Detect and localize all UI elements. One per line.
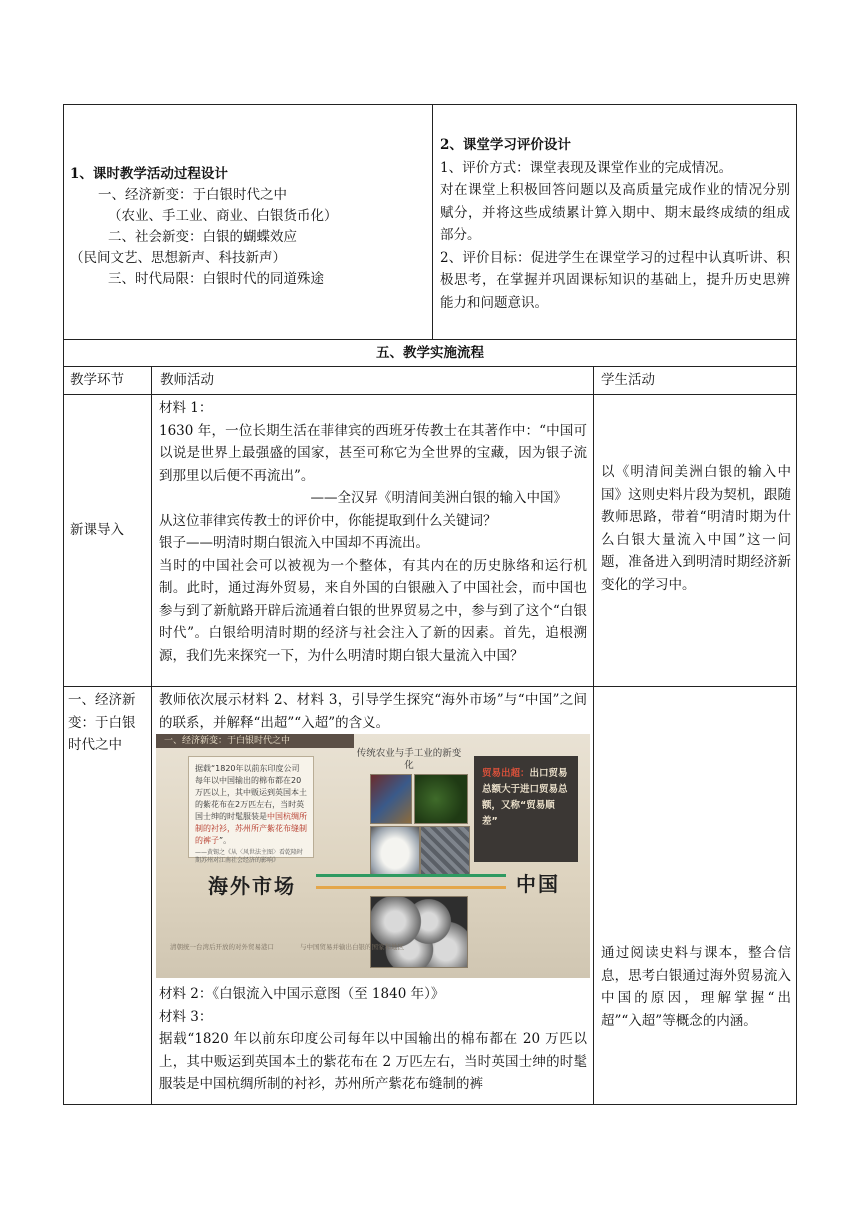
outline-line-4: （民间文艺、思想新声、科技新声） (70, 250, 286, 266)
slide-quote-source: ——黄锡之《从〈风世法主图〉看乾隆时期苏州对江南社会经济的影响》 (195, 849, 304, 864)
question-keyword: 从这位菲律宾传教士的评价中，你能提取到什么关键词？ (159, 512, 497, 529)
evaluation-design-cell (440, 134, 790, 314)
trade-surplus-card (474, 756, 578, 862)
china-label: 中国 (516, 872, 560, 896)
slide-quote-end: ”。 (219, 836, 232, 845)
material-1-label: 材料 1： (159, 400, 213, 416)
trade-surplus-def: 出口贸易总额大于进口贸易总额，又称“贸易顺差” (482, 768, 568, 827)
silver-inflow-slide (156, 734, 590, 978)
tea-photo (414, 774, 468, 824)
outline-line-1: 一、经济新变：于白银时代之中 (98, 187, 287, 203)
cloth-photo (420, 826, 470, 876)
outline-line-2: （农业、手工业、商业、白银货币化） (108, 208, 338, 224)
student-activity-intro (601, 461, 791, 596)
student-activity-economy (601, 942, 791, 1032)
hline-section (63, 339, 797, 340)
student-activity-intro-text: 以《明清间美洲白银的输入中国》这则史料片段为契机，跟随教师思路，带着“明清时期为什么白银大量流入中国”这一问题，准备进入到明清时期经济新变化的学习中。 (601, 464, 791, 593)
top-divider (432, 104, 433, 339)
evaluation-heading: 2、课堂学习评价设计 (440, 137, 571, 153)
slide-mid-title: 传统农业与手工业的新变化 (356, 748, 462, 771)
slide-quote-card (188, 756, 314, 864)
material-2-caption: 材料 2：《白银流入中国示意图（至 1840 年）》 (159, 986, 445, 1002)
col-header-stage: 教学环节 (70, 372, 124, 388)
teacher-activity-intro (159, 397, 587, 667)
porcelain-photo (370, 826, 420, 876)
col-header-student: 学生活动 (601, 372, 655, 388)
activity-design-cell (70, 164, 425, 290)
stage-economy (68, 689, 148, 757)
hline-row2 (63, 686, 797, 687)
hline-row1 (63, 394, 797, 395)
col-divider-2 (593, 366, 594, 1105)
stage-intro: 新课导入 (70, 522, 124, 538)
material-1-quote: 1630 年，一位长期生活在菲律宾的西班牙传教士在其著作中：“中国可以说是世界上最强盛的国家，甚至可称它为全世界的宝藏，因为银子流到那里以后便不再流出”。 (159, 422, 587, 484)
outline-line-3: 二、社会新变：白银的蝴蝶效应 (108, 229, 297, 245)
slide-quote-highlight: 中国杭绸所制的衬衫，苏州所产紫花布缝制的裤子 (195, 812, 307, 845)
outline-line-5: 三、时代局限：白银时代的同道殊途 (108, 271, 324, 287)
trade-surplus-term: 贸易出超： (482, 768, 530, 779)
section-title: 五、教学实施流程 (376, 345, 484, 361)
silver-ingots-photo (370, 896, 468, 968)
answer-keyword: 银子——明清时期白银流入中国却不再流出。 (159, 535, 429, 551)
col-divider-1 (151, 366, 152, 1105)
teacher-economy-intro-text: 教师依次展示材料 2、材料 3，引导学生探究“海外市场”与“中国”之间的联系，并解释“出超”“入超”的含义。 (159, 692, 587, 731)
overseas-market-label: 海外市场 (208, 874, 296, 898)
evaluation-goal: 2、评价目标：促进学生在课堂学习的过程中认真听讲、积极思考，在掌握并巩固课标知识的基础上，提升历史思辨能力和问题意识。 (440, 249, 790, 311)
intro-narrative: 当时的中国社会可以被视为一个整体，有其内在的历史脉络和运行机制。此时，通过海外贸易，来自外国的白银融入了中国社会，而中国也参与到了新航路开辟后流通着白银的世界贸易之中，参与到了这个“白银时代”。白银给明清时期的经济与社会注入了新的因素。首先，追根溯源，我们先来探究一下，为什么明清时期白银大量流入中国？ (159, 557, 587, 664)
col-header-teacher: 教师活动 (160, 372, 214, 388)
textile-photo (370, 774, 412, 824)
material-3-quote: 据载“1820 年以前东印度公司每年以中国输出的棉布都在 20 万匹以上，其中贩运到英国本土的紫花布在 2 万匹左右，当时英国士绅的时髦服装是中国杭绸所制的衬衫，苏州所产紫花布缝制的裤 (159, 1031, 587, 1092)
slide-banner: 一、经济新变：于白银时代之中 (156, 734, 354, 748)
material-3-label: 材料 3： (159, 1008, 213, 1025)
stage-economy-text: 一、经济新变：于白银时代之中 (68, 692, 136, 753)
teacher-activity-economy-intro (159, 689, 587, 734)
arrow-to-china (316, 886, 506, 889)
student-activity-economy-text: 通过阅读史料与课本，整合信息，思考白银通过海外贸易流入中国的原因，理解掌握“出超”“入超”等概念的内涵。 (601, 945, 791, 1029)
slide-quote-text: 据载“1820年以前东印度公司每年以中国输出的棉布都在20万匹以上，其中贩运到英国本土的紫花布在2万匹左右，当时英国士绅的时髦服装是 (195, 764, 307, 821)
material-1-source: ——全汉昇《明清间美洲白银的输入中国》 (310, 490, 567, 506)
evaluation-method: 1、评价方式：课堂表现及课堂作业的完成情况。 (440, 159, 733, 176)
evaluation-scoring: 对在课堂上积极回答问题以及高质量完成作业的情况分别赋分，并将这些成绩累计算入期中、期末最终成绩的组成部分。 (440, 182, 790, 243)
hline-header (63, 366, 797, 367)
activity-design-heading: 1、课时教学活动过程设计 (70, 166, 228, 182)
arrow-to-overseas (316, 874, 506, 877)
slide-legend: 清朝统一台湾后开放的对外贸易港口 与中国贸易并输出白银的国家和地区 (170, 943, 404, 951)
teacher-activity-economy-materials (159, 983, 587, 1096)
